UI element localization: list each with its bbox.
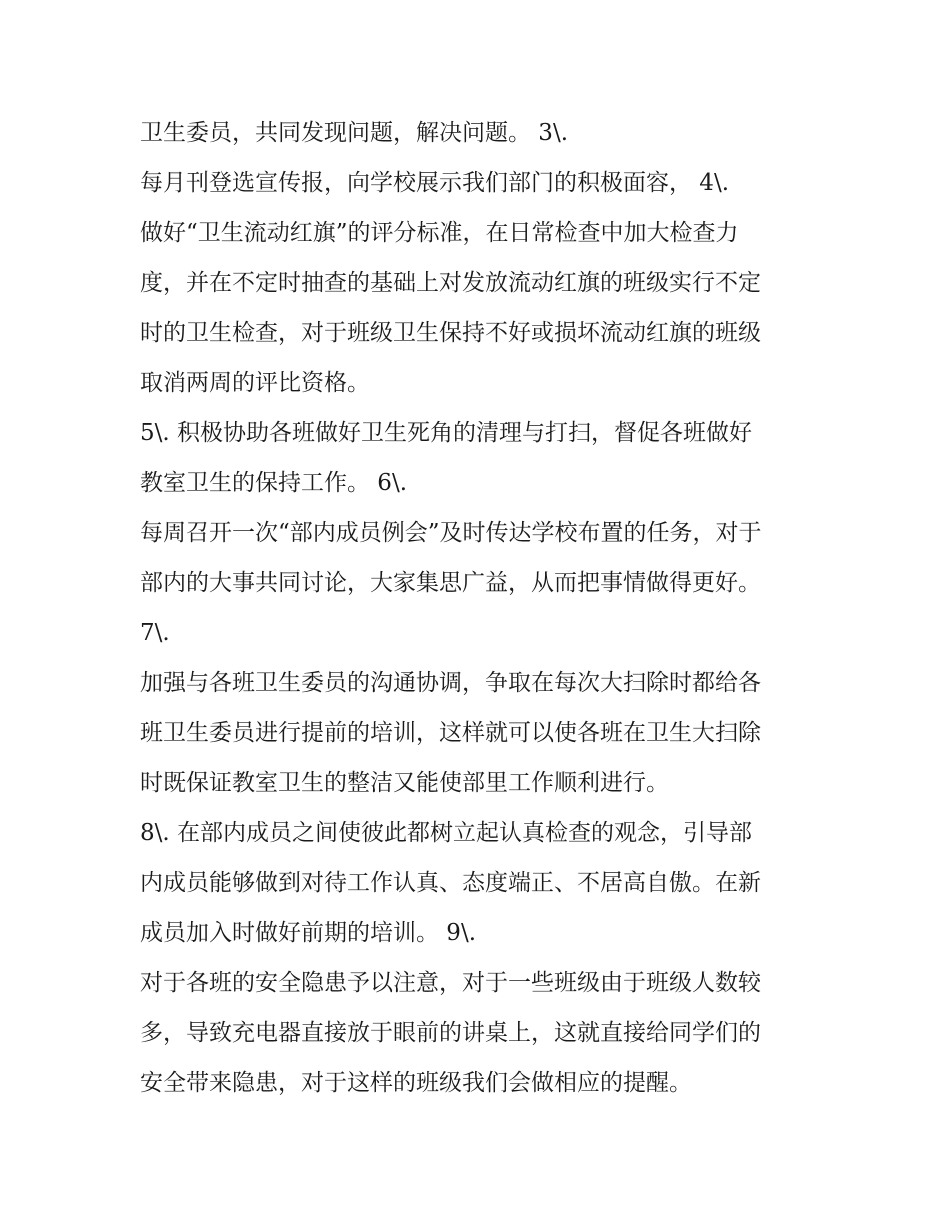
document-body: [140, 108, 820, 1108]
text-line: 安全带来隐患，对于这样的班级我们会做相应的提醒。: [140, 1070, 692, 1096]
text-line: 加强与各班卫生委员的沟通协调，争取在每次大扫除时都给各: [140, 670, 761, 696]
text-line: 每周召开一次“部内成员例会”及时传达学校布置的任务，对于: [140, 520, 762, 546]
text-line: 班卫生委员进行提前的培训，这样就可以使各班在卫生大扫除: [140, 720, 761, 746]
text-line: 8\. 在部内成员之间使彼此都树立起认真检查的观念，引导部: [140, 820, 753, 846]
text-line: 度，并在不定时抽查的基础上对发放流动红旗的班级实行不定: [140, 270, 761, 296]
text-line: 成员加入时做好前期的培训。 9\.: [140, 920, 477, 946]
text-line: 内成员能够做到对待工作认真、态度端正、不居高自傲。在新: [140, 870, 761, 896]
text-line: 卫生委员，共同发现问题，解决问题。 3\.: [140, 120, 569, 146]
text-line: 教室卫生的保持工作。 6\.: [140, 470, 408, 496]
text-line: 时既保证教室卫生的整洁又能使部里工作顺利进行。: [140, 770, 669, 796]
text-line: 部内的大事共同讨论，大家集思广益，从而把事情做得更好。: [140, 570, 761, 596]
text-line: 时的卫生检查，对于班级卫生保持不好或损坏流动红旗的班级: [140, 320, 761, 346]
text-line: 取消两周的评比资格。: [140, 370, 370, 396]
text-line: 多，导致充电器直接放于眼前的讲桌上，这就直接给同学们的: [140, 1020, 761, 1046]
text-line: 对于各班的安全隐患予以注意，对于一些班级由于班级人数较: [140, 970, 761, 996]
text-line: 5\. 积极协助各班做好卫生死角的清理与打扫，督促各班做好: [140, 420, 753, 446]
text-line: 做好“卫生流动红旗”的评分标准，在日常检查中加大检查力: [140, 220, 739, 246]
text-line: 7\.: [140, 620, 170, 646]
text-line: 每月刊登选宣传报，向学校展示我们部门的积极面容， 4\.: [140, 170, 730, 196]
